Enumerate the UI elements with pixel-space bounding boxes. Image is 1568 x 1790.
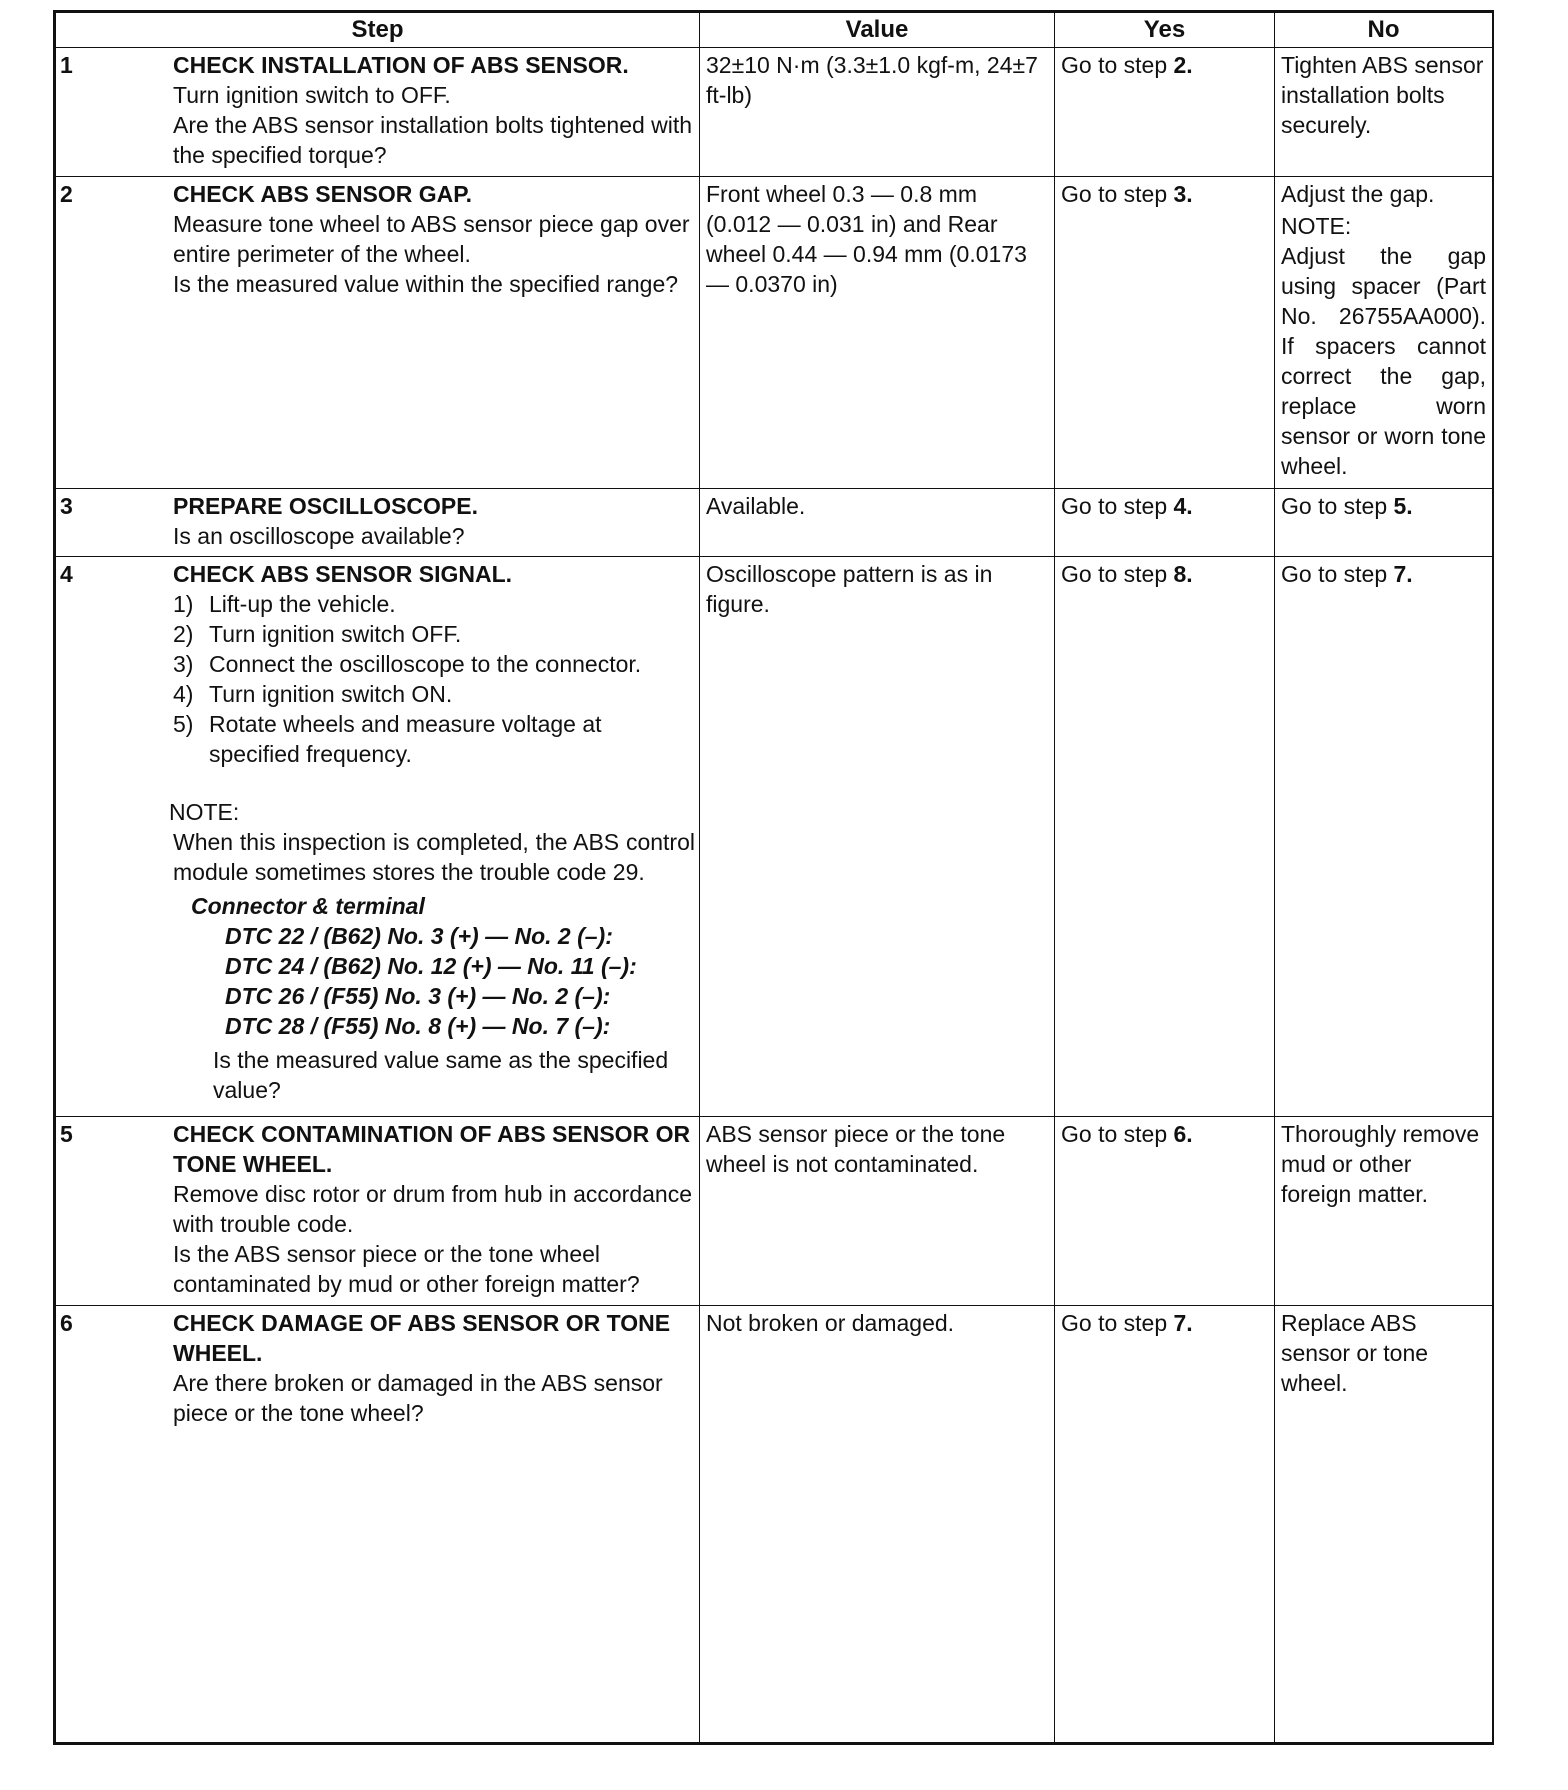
connector-line: DTC 24 / (B62) No. 12 (+) — No. 11 (–): [225,953,637,980]
header-row [56,13,1493,48]
connector-line: DTC 26 / (F55) No. 3 (+) — No. 2 (–): [225,983,611,1010]
connector-line: DTC 28 / (F55) No. 8 (+) — No. 7 (–): [225,1013,611,1040]
no-note-label: NOTE: [1281,212,1352,239]
step-number: 2 [60,180,73,207]
no-text: Go to step [1281,493,1394,520]
step-title: CHECK ABS SENSOR SIGNAL. [173,561,513,588]
yes-cell [1055,48,1275,177]
step-number: 3 [60,493,73,520]
value-cell: Oscilloscope pattern is as in figure. [700,557,1055,1117]
header-yes: Yes [1055,13,1275,48]
no-note-text: Adjust the gap using spacer (Part No. 26755AA000). If spacers cannot correct the gap, replace worn sensor or worn tone wheel. [1281,242,1486,479]
step-cell [56,489,700,557]
table-row [56,48,1493,177]
yes-cell [1055,176,1275,489]
no-cell [1275,489,1493,557]
yes-step-number: 2. [1173,52,1193,78]
value-cell: ABS sensor piece or the tone wheel is not contaminated. [700,1116,1055,1305]
step-number: 6 [60,1310,73,1336]
step-number: 1 [60,52,73,78]
step-number: 4 [60,561,73,588]
step-title: CHECK ABS SENSOR GAP. [173,180,473,207]
header-step: Step [56,13,700,48]
yes-cell [1055,1116,1275,1305]
no-text: Adjust the gap. [1281,180,1435,207]
yes-text: Go to step [1061,493,1174,520]
yes-step-number: 7. [1173,1310,1193,1336]
diagnostic-table [55,12,1493,1743]
step-cell [56,176,700,489]
no-cell [1275,176,1493,489]
step-question: Is the ABS sensor piece or the tone wheel contaminated by mud or other foreign matter? [173,1240,640,1297]
no-step-number: 5. [1393,493,1413,520]
yes-text: Go to step [1061,52,1174,78]
step-cell [56,1306,700,1743]
step-question: Is an oscilloscope available? [173,523,465,550]
step-text: Measure tone wheel to ABS sensor piece gap over entire perimeter of the wheel. [173,210,690,267]
note-text: When this inspection is completed, the ABS control module sometimes stores the trouble code 29. [173,829,695,886]
step-title: CHECK DAMAGE OF ABS SENSOR OR TONE WHEEL. [173,1310,671,1366]
step-title: PREPARE OSCILLOSCOPE. [173,493,479,520]
step-question: Is the measured value within the specified range? [173,270,679,297]
step-cell [56,48,700,177]
step-question: Are the ABS sensor installation bolts tightened with the specified torque? [173,112,693,168]
yes-text: Go to step [1061,1310,1174,1336]
step-text: Remove disc rotor or drum from hub in accordance with trouble code. [173,1180,692,1237]
list-item: 1) Lift-up the vehicle. [173,591,396,618]
table-row [56,557,1493,1117]
yes-step-number: 8. [1173,561,1193,588]
table-row [56,1116,1493,1305]
note-label: NOTE: [169,799,240,826]
value-cell: Front wheel 0.3 — 0.8 mm (0.012 — 0.031 in) and Rear wheel 0.44 — 0.94 mm (0.0173 — 0.0370 in) [700,176,1055,489]
yes-step-number: 3. [1173,180,1193,207]
table-row [56,489,1493,557]
yes-step-number: 4. [1173,493,1193,520]
yes-text: Go to step [1061,561,1174,588]
list-item: 4) Turn ignition switch ON. [173,681,453,708]
value-cell: Available. [700,489,1055,557]
table-row [56,1306,1493,1743]
no-cell: Thoroughly remove mud or other foreign matter. [1275,1116,1493,1305]
step-cell [56,1116,700,1305]
diagnostic-table-page [53,10,1494,1745]
no-step-number: 7. [1393,561,1413,588]
procedure-list [173,589,695,769]
yes-cell [1055,1306,1275,1743]
step-cell [56,557,700,1117]
value-cell: 32±10 N·m (3.3±1.0 kgf-m, 24±7 ft-lb) [700,48,1055,177]
no-cell: Tighten ABS sensor installation bolts securely. [1275,48,1493,177]
step-number: 5 [60,1120,73,1147]
step-title: CHECK CONTAMINATION OF ABS SENSOR OR TONE WHEEL. [173,1120,691,1177]
step-question: Is the measured value same as the specified value? [213,1047,669,1104]
value-cell: Not broken or damaged. [700,1306,1055,1743]
list-item: 5) Rotate wheels and measure voltage at specified frequency. [173,711,602,768]
list-item: 2) Turn ignition switch OFF. [173,621,462,648]
header-value: Value [700,13,1055,48]
yes-cell [1055,557,1275,1117]
step-question: Are there broken or damaged in the ABS sensor piece or the tone wheel? [173,1370,663,1426]
no-cell: Replace ABS sensor or tone wheel. [1275,1306,1493,1743]
yes-text: Go to step [1061,180,1174,207]
list-item: 3) Connect the oscilloscope to the connector. [173,651,642,678]
yes-step-number: 6. [1173,1120,1193,1147]
step-text: Turn ignition switch to OFF. [173,82,451,108]
connector-title: Connector & terminal [191,893,425,920]
header-no: No [1275,13,1493,48]
yes-cell [1055,489,1275,557]
step-title: CHECK INSTALLATION OF ABS SENSOR. [173,52,629,78]
yes-text: Go to step [1061,1120,1174,1147]
no-text: Go to step [1281,561,1394,588]
table-row [56,176,1493,489]
no-cell [1275,557,1493,1117]
connector-line: DTC 22 / (B62) No. 3 (+) — No. 2 (–): [225,923,613,950]
